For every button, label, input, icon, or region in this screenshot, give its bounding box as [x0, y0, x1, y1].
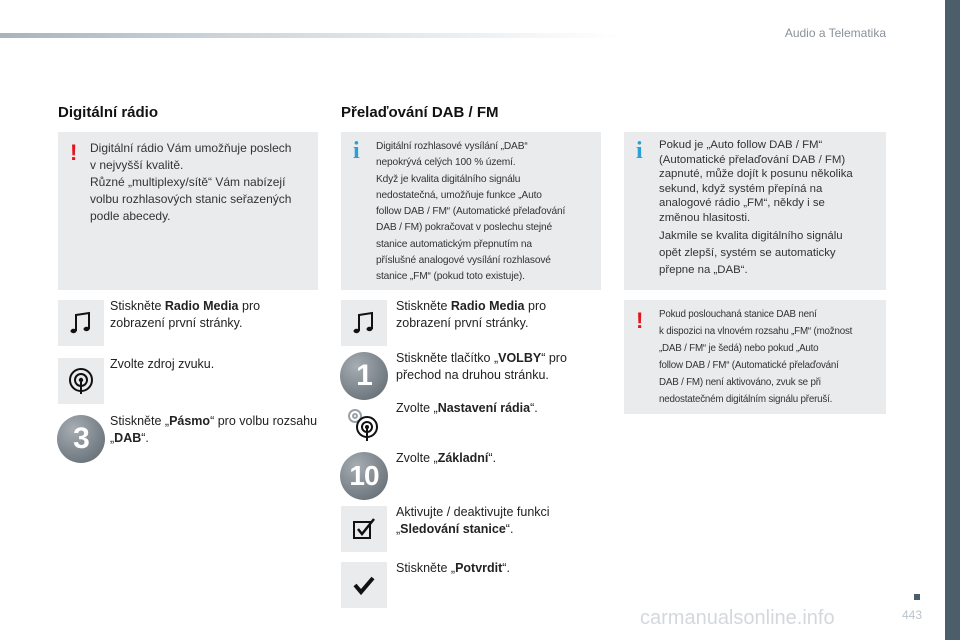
step-middle-2: Stiskněte tlačítko „VOLBY“ pro přechod na druhou stránku.	[396, 351, 567, 382]
step-number-1: 1	[340, 352, 388, 400]
heading-digital-radio: Digitální rádio	[58, 104, 159, 121]
step-middle-4: Zvolte „Základní“.	[396, 451, 497, 465]
confirm-check-icon	[341, 562, 387, 608]
info-icon: i	[353, 138, 360, 164]
info-icon: i	[636, 138, 643, 164]
step-middle-5: Aktivujte / deaktivujte funkci „Sledování stanice“.	[396, 505, 550, 536]
warning-panel-left	[58, 132, 318, 290]
warning-text-right: Pokud poslouchaná stanice DAB není k dispozici na vlnovém rozsahu „FM“ (možnost „DAB / FM“ je šedá) nebo pokud „Auto follow DAB / FM“ (Automatické přelaďování DAB / FM) není aktivováno, zvuk se při nedostatečném digitálním signálu přeruší.	[659, 309, 853, 405]
radio-settings-icon	[341, 402, 387, 448]
page-number: 443	[901, 608, 922, 622]
info-text-middle: Digitální rozhlasové vysílání „DAB“ nepokrývá celých 100 % území. Když je kvalita digitálního signálu nedostatečná, umožňuje funkce „Auto follow DAB / FM“ (Automatické přelaďování DAB / FM) pokračovat v poslechu stejné stanice automatickým přepnutím na příslušné analogové vysílání rozhlasové stanice „FM“ (pokud toto existuje).	[376, 141, 566, 283]
radio-source-icon	[58, 358, 104, 404]
warning-icon: !	[70, 140, 78, 165]
warning-panel-right	[624, 300, 886, 414]
watermark: carmanualsonline.info	[640, 607, 835, 629]
step-middle-6: Stiskněte „Potvrdit“.	[396, 561, 510, 575]
top-gradient-bar	[0, 33, 620, 38]
step-middle-1: Stiskněte Radio Media pro zobrazení první stránky.	[396, 299, 547, 330]
info-panel-right	[624, 132, 886, 290]
step-number-10: 10	[340, 452, 388, 500]
section-title: Audio a Telematika	[784, 26, 886, 40]
step-middle-3: Zvolte „Nastavení rádia“.	[396, 401, 538, 415]
warning-text-left: Digitální rádio Vám umožňuje poslech v nejvyšší kvalitě. Různé „multiplexy/sítě“ Vám nabízejí volbu rozhlasových stanic seřazených podle abecedy.	[90, 141, 292, 223]
heading-dab-fm: Přelaďování DAB / FM	[341, 104, 499, 121]
info-panel-middle	[341, 132, 601, 290]
step-number-3: 3	[57, 415, 105, 463]
info-text-right: Pokud je „Auto follow DAB / FM“ (Automatické přelaďování DAB / FM) zapnuté, může dojít k posunu několika sekund, když systém přepíná na analogové rádio „FM“, někdy i se změnou hlasitosti. Jakmile se kvalita digitálního signálu opět zlepší, systém se automaticky přepne na „DAB“.	[659, 139, 853, 276]
checkbox-icon	[341, 506, 387, 552]
right-edge-bar	[945, 0, 960, 640]
page-marker	[914, 594, 920, 600]
music-note-icon	[341, 300, 387, 346]
warning-icon: !	[636, 308, 644, 333]
step-left-1: Stiskněte Radio Media pro zobrazení první stránky.	[110, 299, 261, 330]
step-left-3: Stiskněte „Pásmo“ pro volbu rozsahu „DAB“.	[110, 414, 318, 445]
step-left-2: Zvolte zdroj zvuku.	[110, 357, 215, 371]
music-note-icon	[58, 300, 104, 346]
